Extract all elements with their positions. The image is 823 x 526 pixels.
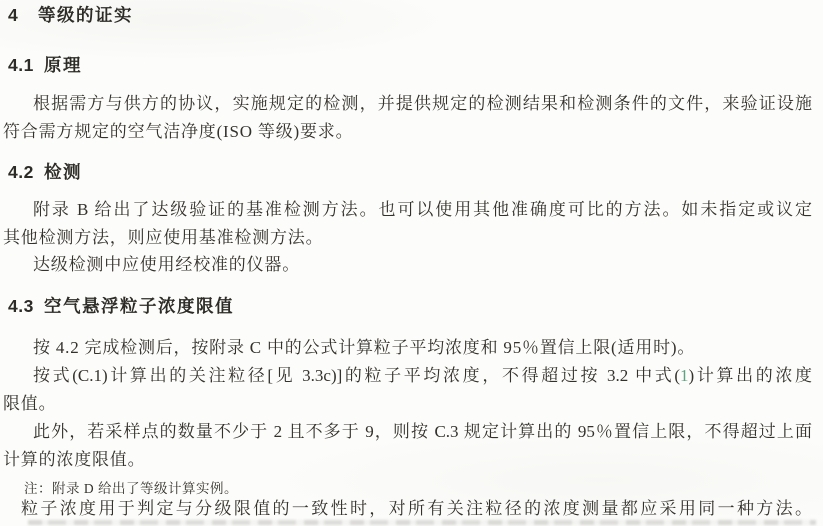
section-number: 4.3 — [8, 296, 34, 316]
section-number: 4.1 — [8, 55, 34, 75]
chapter-title: 等级的证实 — [38, 5, 133, 25]
section-title: 检测 — [44, 162, 82, 182]
paragraph-line: 其他检测方法，则应使用基准检测方法。 — [3, 228, 324, 247]
paragraph-line — [33, 365, 812, 386]
paragraph-line: 达级检测中应使用经校准的仪器。 — [33, 255, 300, 274]
paragraph-line: 按 4.2 完成检测后，按附录 C 中的公式计算粒子平均浓度和 95％置信上限(适用时)。 — [33, 338, 696, 357]
section-heading-4-2 — [8, 162, 82, 183]
paragraph-line: 限值。 — [3, 394, 57, 413]
paragraph-line: 符合需方规定的空气洁净度(ISO 等级)要求。 — [3, 122, 354, 141]
paragraph-line: 此外，若采样点的数量不少于 2 且不多于 9，则按 C.3 规定计算出的 95％置信上限，不得超过上面 — [33, 422, 812, 441]
formula-1-reference-link[interactable]: 1 — [680, 366, 689, 385]
section-number: 4.2 — [8, 162, 34, 182]
paragraph-line: 计算的浓度限值。 — [3, 450, 146, 469]
section-title: 原理 — [44, 55, 82, 75]
paragraph-line: 粒子浓度用于判定与分级限值的一致性时，对所有关注粒径的浓度测量都应采用同一种方法。 — [21, 499, 812, 518]
paragraph-text: 按式(C.1)计算出的关注粒径[见 3.3c)]的粒子平均浓度，不得超过按 3.2 中式( — [33, 366, 681, 385]
paragraph-line: 根据需方与供方的协议，实施规定的检测，并提供规定的检测结果和检测条件的文件，来验证设施 — [33, 94, 812, 113]
paragraph-text: )计算出的浓度 — [688, 366, 812, 385]
section-title: 空气悬浮粒子浓度限值 — [44, 296, 234, 316]
note-line: 注：附录 D 给出了等级计算实例。 — [24, 481, 238, 496]
section-heading-4-1 — [8, 55, 82, 76]
chapter-heading — [8, 5, 133, 26]
page-bottom-scan-artifact — [28, 520, 816, 525]
section-heading-4-3 — [8, 296, 234, 317]
chapter-number: 4 — [8, 5, 19, 25]
paragraph-line: 附录 B 给出了达级验证的基准检测方法。也可以使用其他准确度可比的方法。如未指定或议定 — [33, 200, 812, 219]
